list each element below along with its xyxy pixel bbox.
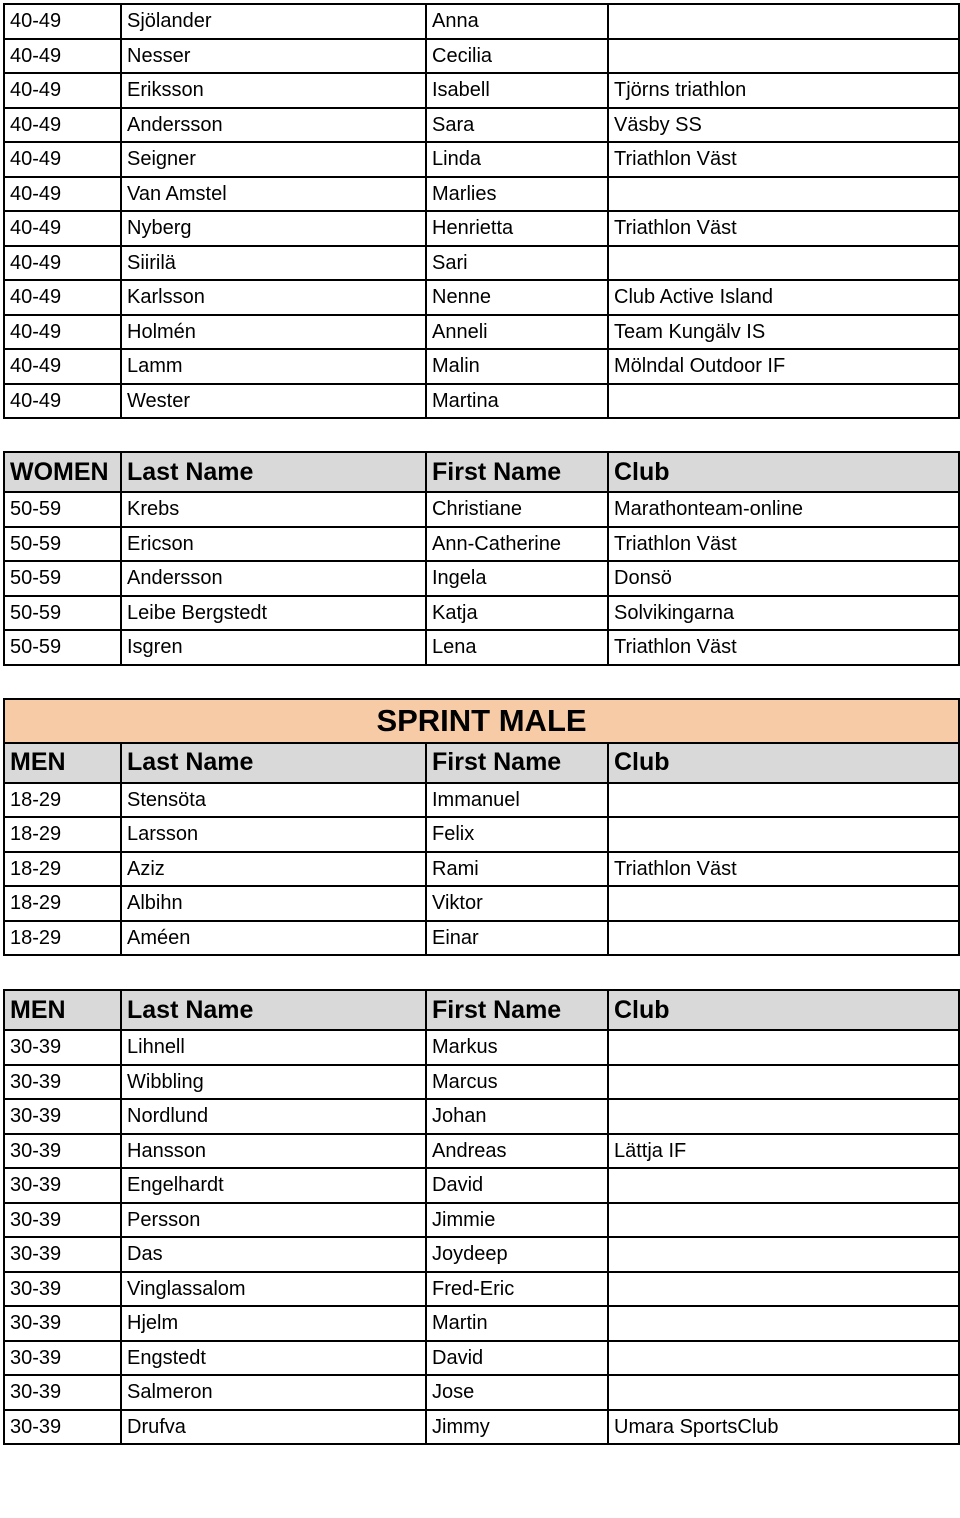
- club-cell: Team Kungälv IS: [608, 315, 959, 350]
- last-name-cell: Andersson: [121, 561, 426, 596]
- first-name-cell: Johan: [426, 1099, 608, 1134]
- club-cell: [608, 246, 959, 281]
- club-cell: [608, 1203, 959, 1238]
- club-cell: Lättja IF: [608, 1134, 959, 1169]
- club-cell: [608, 783, 959, 818]
- last-name-cell: Améen: [121, 921, 426, 956]
- first-name-cell: Henrietta: [426, 211, 608, 246]
- table-row: [4, 1099, 959, 1134]
- class-cell: 30-39: [4, 1099, 121, 1134]
- first-name-cell: Jose: [426, 1375, 608, 1410]
- last-name-cell: Hansson: [121, 1134, 426, 1169]
- last-name-cell: Larsson: [121, 817, 426, 852]
- table-row: [4, 1134, 959, 1169]
- last-name-cell: Hjelm: [121, 1306, 426, 1341]
- table-row: [4, 1030, 959, 1065]
- table-row: [4, 492, 959, 527]
- class-cell: 50-59: [4, 561, 121, 596]
- header-club: Club: [608, 743, 959, 783]
- table-row: [4, 561, 959, 596]
- first-name-cell: Felix: [426, 817, 608, 852]
- header-last-name: Last Name: [121, 452, 426, 492]
- class-cell: 30-39: [4, 1168, 121, 1203]
- last-name-cell: Nordlund: [121, 1099, 426, 1134]
- last-name-cell: Eriksson: [121, 73, 426, 108]
- table-row: [4, 596, 959, 631]
- last-name-cell: Albihn: [121, 886, 426, 921]
- class-cell: 40-49: [4, 280, 121, 315]
- table-row: [4, 1341, 959, 1376]
- table-row: [4, 4, 959, 39]
- last-name-cell: Andersson: [121, 108, 426, 143]
- class-cell: 30-39: [4, 1030, 121, 1065]
- club-cell: Triathlon Väst: [608, 630, 959, 665]
- section-gap: [0, 956, 960, 989]
- last-name-cell: Van Amstel: [121, 177, 426, 212]
- women-50-59-table: [3, 451, 960, 666]
- first-name-cell: Martina: [426, 384, 608, 419]
- class-cell: 30-39: [4, 1306, 121, 1341]
- club-cell: Donsö: [608, 561, 959, 596]
- first-name-cell: Jimmy: [426, 1410, 608, 1445]
- first-name-cell: Marcus: [426, 1065, 608, 1100]
- last-name-cell: Holmén: [121, 315, 426, 350]
- class-cell: 40-49: [4, 384, 121, 419]
- last-name-cell: Stensöta: [121, 783, 426, 818]
- table-row: [4, 1375, 959, 1410]
- class-cell: 30-39: [4, 1410, 121, 1445]
- table-body: [4, 492, 959, 665]
- class-cell: 30-39: [4, 1203, 121, 1238]
- first-name-cell: Marlies: [426, 177, 608, 212]
- class-cell: 18-29: [4, 852, 121, 887]
- table-row: [4, 852, 959, 887]
- first-name-cell: Andreas: [426, 1134, 608, 1169]
- first-name-cell: Cecilia: [426, 39, 608, 74]
- women-40-49-table: [3, 3, 960, 419]
- first-name-cell: Nenne: [426, 280, 608, 315]
- club-cell: [608, 921, 959, 956]
- club-cell: [608, 817, 959, 852]
- table-row: [4, 1168, 959, 1203]
- table-row: [4, 1065, 959, 1100]
- class-cell: 30-39: [4, 1237, 121, 1272]
- club-cell: Tjörns triathlon: [608, 73, 959, 108]
- table-header-row: [4, 743, 959, 783]
- table-header-row: [4, 452, 959, 492]
- last-name-cell: Wester: [121, 384, 426, 419]
- sprint-male-banner: SPRINT MALE: [4, 699, 959, 743]
- table-row: [4, 73, 959, 108]
- last-name-cell: Drufva: [121, 1410, 426, 1445]
- first-name-cell: Malin: [426, 349, 608, 384]
- club-cell: Marathonteam-online: [608, 492, 959, 527]
- first-name-cell: Fred-Eric: [426, 1272, 608, 1307]
- last-name-cell: Wibbling: [121, 1065, 426, 1100]
- first-name-cell: Einar: [426, 921, 608, 956]
- table-row: [4, 630, 959, 665]
- last-name-cell: Sjölander: [121, 4, 426, 39]
- first-name-cell: Anna: [426, 4, 608, 39]
- first-name-cell: Linda: [426, 142, 608, 177]
- club-cell: Triathlon Väst: [608, 211, 959, 246]
- first-name-cell: Viktor: [426, 886, 608, 921]
- header-first-name: First Name: [426, 743, 608, 783]
- first-name-cell: Ingela: [426, 561, 608, 596]
- last-name-cell: Lihnell: [121, 1030, 426, 1065]
- club-cell: [608, 1375, 959, 1410]
- table-row: [4, 349, 959, 384]
- class-cell: 50-59: [4, 596, 121, 631]
- club-cell: Triathlon Väst: [608, 142, 959, 177]
- section-gap: [0, 666, 960, 698]
- table-row: [4, 246, 959, 281]
- club-cell: [608, 1065, 959, 1100]
- table-row: [4, 280, 959, 315]
- table-row: [4, 1410, 959, 1445]
- last-name-cell: Karlsson: [121, 280, 426, 315]
- class-cell: 18-29: [4, 817, 121, 852]
- club-cell: [608, 1168, 959, 1203]
- class-cell: 50-59: [4, 492, 121, 527]
- first-name-cell: David: [426, 1168, 608, 1203]
- class-cell: 40-49: [4, 142, 121, 177]
- table-row: [4, 211, 959, 246]
- class-cell: 40-49: [4, 315, 121, 350]
- club-cell: [608, 177, 959, 212]
- first-name-cell: Immanuel: [426, 783, 608, 818]
- class-cell: 40-49: [4, 246, 121, 281]
- class-cell: 30-39: [4, 1375, 121, 1410]
- club-cell: [608, 1237, 959, 1272]
- first-name-cell: Anneli: [426, 315, 608, 350]
- club-cell: Solvikingarna: [608, 596, 959, 631]
- club-cell: Mölndal Outdoor IF: [608, 349, 959, 384]
- club-cell: [608, 39, 959, 74]
- table-body: [4, 783, 959, 956]
- last-name-cell: Siirilä: [121, 246, 426, 281]
- last-name-cell: Vinglassalom: [121, 1272, 426, 1307]
- last-name-cell: Das: [121, 1237, 426, 1272]
- table-row: [4, 527, 959, 562]
- club-cell: [608, 1306, 959, 1341]
- class-cell: 40-49: [4, 39, 121, 74]
- first-name-cell: Lena: [426, 630, 608, 665]
- last-name-cell: Nyberg: [121, 211, 426, 246]
- class-cell: 50-59: [4, 630, 121, 665]
- first-name-cell: Rami: [426, 852, 608, 887]
- header-last-name: Last Name: [121, 990, 426, 1030]
- last-name-cell: Isgren: [121, 630, 426, 665]
- men-18-29-table: [3, 698, 960, 957]
- class-cell: 40-49: [4, 4, 121, 39]
- header-club: Club: [608, 452, 959, 492]
- class-cell: 40-49: [4, 211, 121, 246]
- first-name-cell: David: [426, 1341, 608, 1376]
- class-cell: 30-39: [4, 1272, 121, 1307]
- last-name-cell: Aziz: [121, 852, 426, 887]
- club-cell: Triathlon Väst: [608, 852, 959, 887]
- table-row: [4, 817, 959, 852]
- last-name-cell: Salmeron: [121, 1375, 426, 1410]
- first-name-cell: Sara: [426, 108, 608, 143]
- header-first-name: First Name: [426, 990, 608, 1030]
- table-body: [4, 4, 959, 418]
- club-cell: Väsby SS: [608, 108, 959, 143]
- header-class: MEN: [4, 990, 121, 1030]
- class-cell: 40-49: [4, 108, 121, 143]
- class-cell: 30-39: [4, 1341, 121, 1376]
- class-cell: 18-29: [4, 783, 121, 818]
- last-name-cell: Engelhardt: [121, 1168, 426, 1203]
- first-name-cell: Markus: [426, 1030, 608, 1065]
- men-30-39-table: [3, 989, 960, 1445]
- first-name-cell: Katja: [426, 596, 608, 631]
- table-row: [4, 921, 959, 956]
- class-cell: 40-49: [4, 73, 121, 108]
- header-first-name: First Name: [426, 452, 608, 492]
- sprint-male-banner-row: [4, 699, 959, 743]
- last-name-cell: Nesser: [121, 39, 426, 74]
- first-name-cell: Sari: [426, 246, 608, 281]
- first-name-cell: Ann-Catherine: [426, 527, 608, 562]
- class-cell: 18-29: [4, 886, 121, 921]
- class-cell: 30-39: [4, 1134, 121, 1169]
- table-row: [4, 783, 959, 818]
- header-last-name: Last Name: [121, 743, 426, 783]
- table-row: [4, 1203, 959, 1238]
- first-name-cell: Christiane: [426, 492, 608, 527]
- table-row: [4, 142, 959, 177]
- class-cell: 30-39: [4, 1065, 121, 1100]
- club-cell: Umara SportsClub: [608, 1410, 959, 1445]
- club-cell: [608, 4, 959, 39]
- first-name-cell: Jimmie: [426, 1203, 608, 1238]
- class-cell: 18-29: [4, 921, 121, 956]
- last-name-cell: Lamm: [121, 349, 426, 384]
- table-row: [4, 108, 959, 143]
- class-cell: 50-59: [4, 527, 121, 562]
- table-body: [4, 1030, 959, 1444]
- club-cell: Club Active Island: [608, 280, 959, 315]
- last-name-cell: Krebs: [121, 492, 426, 527]
- last-name-cell: Seigner: [121, 142, 426, 177]
- club-cell: [608, 1030, 959, 1065]
- table-row: [4, 39, 959, 74]
- header-club: Club: [608, 990, 959, 1030]
- table-row: [4, 384, 959, 419]
- last-name-cell: Engstedt: [121, 1341, 426, 1376]
- table-row: [4, 1237, 959, 1272]
- last-name-cell: Leibe Bergstedt: [121, 596, 426, 631]
- last-name-cell: Persson: [121, 1203, 426, 1238]
- header-class: WOMEN: [4, 452, 121, 492]
- table-row: [4, 1306, 959, 1341]
- class-cell: 40-49: [4, 349, 121, 384]
- club-cell: [608, 1341, 959, 1376]
- table-header-row: [4, 990, 959, 1030]
- first-name-cell: Isabell: [426, 73, 608, 108]
- club-cell: [608, 1272, 959, 1307]
- last-name-cell: Ericson: [121, 527, 426, 562]
- table-row: [4, 886, 959, 921]
- club-cell: [608, 886, 959, 921]
- table-row: [4, 177, 959, 212]
- section-gap: [0, 419, 960, 451]
- club-cell: [608, 1099, 959, 1134]
- header-class: MEN: [4, 743, 121, 783]
- first-name-cell: Martin: [426, 1306, 608, 1341]
- first-name-cell: Joydeep: [426, 1237, 608, 1272]
- club-cell: Triathlon Väst: [608, 527, 959, 562]
- table-row: [4, 1272, 959, 1307]
- club-cell: [608, 384, 959, 419]
- table-row: [4, 315, 959, 350]
- class-cell: 40-49: [4, 177, 121, 212]
